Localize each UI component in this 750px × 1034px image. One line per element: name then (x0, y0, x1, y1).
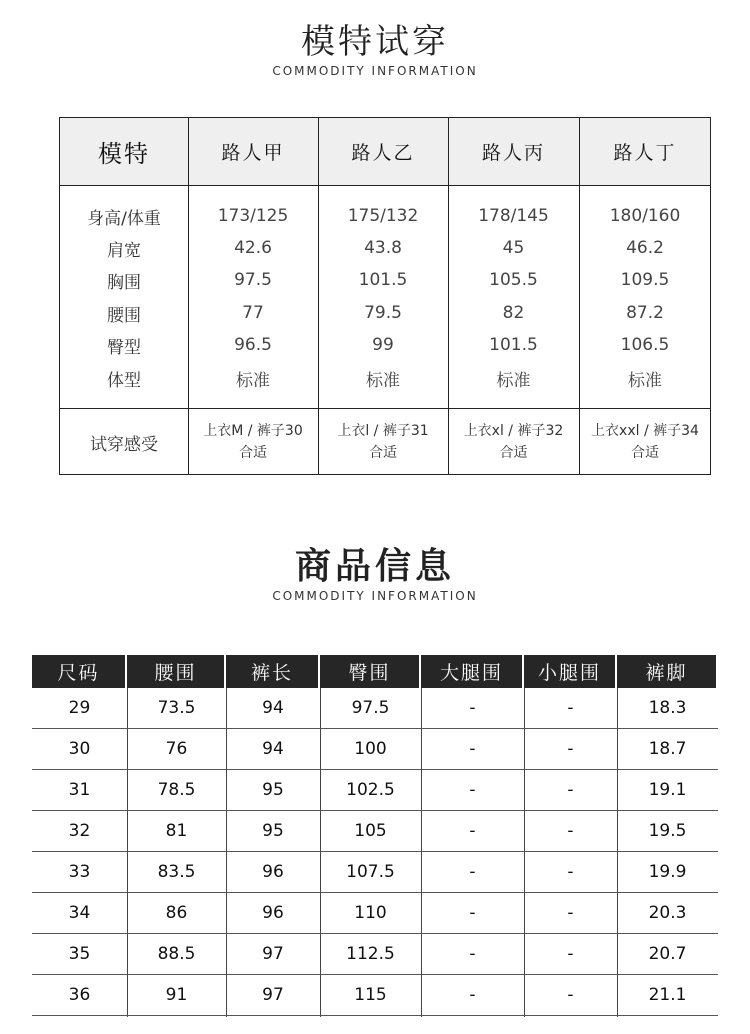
fit-label: 试穿感受 (90, 434, 158, 455)
size-value-cell: 33 (68, 862, 91, 882)
model-section-title: 模特试穿 (301, 22, 449, 62)
size-value-cell: 30 (68, 739, 91, 759)
size-value-cell: 18.3 (648, 698, 687, 718)
size-value-cell: - (469, 739, 476, 759)
size-value-cell: - (567, 944, 574, 964)
fit-cell (448, 409, 579, 475)
size-value-cell: - (567, 862, 574, 882)
size-value-cell: 105 (354, 821, 387, 841)
model-value-cell: 标准 (628, 370, 662, 391)
model-value-cell: 标准 (236, 370, 270, 391)
size-value-cell: - (469, 862, 476, 882)
size-value-cell: - (469, 698, 476, 718)
size-value-cell: 34 (68, 903, 91, 923)
size-header-cell: 大腿围 (421, 655, 524, 688)
model-header-cell: 路人甲 (221, 142, 285, 164)
fit-size: 上衣xl / 裤子32 (463, 423, 564, 439)
size-value-cell: 95 (262, 780, 284, 800)
size-value-cell: 29 (68, 698, 91, 718)
model-value-cell: 96.5 (234, 335, 272, 355)
size-value-cell: 19.5 (648, 821, 687, 841)
size-table-row (32, 852, 718, 893)
size-value-cell: - (567, 739, 574, 759)
size-table (32, 655, 718, 1017)
model-value-cell: 42.6 (234, 238, 272, 258)
model-value-cell: 173/125 (217, 206, 289, 226)
size-value-cell: 88.5 (157, 944, 196, 964)
size-value-cell: - (567, 698, 574, 718)
size-value-cell: 94 (262, 739, 284, 759)
product-section-subtitle: COMMODITY INFORMATION (272, 589, 478, 603)
model-fitting-table (59, 117, 711, 475)
fit-cell (579, 409, 711, 475)
size-header-cell: 裤脚 (617, 655, 718, 688)
size-value-cell: 83.5 (157, 862, 196, 882)
size-header-cell: 腰围 (127, 655, 226, 688)
model-row-label: 腰围 (107, 305, 141, 326)
size-table-row (32, 934, 718, 975)
size-header-cell: 尺码 (32, 655, 127, 688)
size-table-row (32, 975, 718, 1016)
size-table-row (32, 893, 718, 934)
fit-result: 合适 (239, 445, 267, 461)
size-value-cell: 20.7 (648, 944, 687, 964)
model-header-cell: 路人乙 (351, 142, 415, 164)
size-value-cell: - (567, 985, 574, 1005)
size-header-cell: 裤长 (226, 655, 320, 688)
fit-size: 上衣M / 裤子30 (203, 423, 303, 439)
size-value-cell: 100 (354, 739, 387, 759)
size-value-cell: 20.3 (648, 903, 687, 923)
model-row-label: 肩宽 (107, 240, 141, 261)
model-row-label: 体型 (107, 370, 141, 391)
model-value-cell: 77 (242, 303, 264, 323)
size-value-cell: 94 (262, 698, 284, 718)
model-value-cell: 109.5 (620, 270, 670, 290)
size-value-cell: - (567, 821, 574, 841)
model-value-cell: 178/145 (478, 206, 549, 226)
size-table-row (32, 811, 718, 852)
size-value-cell: 97 (262, 985, 284, 1005)
product-section-title: 商品信息 (294, 546, 455, 587)
size-value-cell: - (469, 985, 476, 1005)
size-value-cell: 96 (262, 903, 284, 923)
model-value-cell: 45 (502, 238, 525, 258)
size-value-cell: 31 (68, 780, 91, 800)
model-value-cell: 101.5 (489, 335, 538, 355)
model-value-cell: 79.5 (364, 303, 402, 323)
size-value-cell: 36 (68, 985, 91, 1005)
size-value-cell: 110 (354, 903, 387, 923)
model-value-cell: 标准 (366, 370, 400, 391)
size-value-cell: 19.1 (648, 780, 687, 800)
size-value-cell: 76 (165, 739, 188, 759)
fit-result: 合适 (499, 445, 528, 461)
model-value-cell: 标准 (496, 370, 531, 391)
size-value-cell: 35 (68, 944, 91, 964)
fit-cell (188, 409, 318, 475)
model-value-cell: 175/132 (347, 206, 419, 226)
size-value-cell: - (469, 903, 476, 923)
size-value-cell: - (567, 780, 574, 800)
size-value-cell: 97.5 (351, 698, 390, 718)
size-value-cell: 112.5 (346, 944, 395, 964)
model-value-cell: 87.2 (626, 303, 664, 323)
size-value-cell: - (469, 944, 476, 964)
model-row-label: 身高/体重 (87, 208, 161, 229)
size-value-cell: 95 (262, 821, 284, 841)
size-value-cell: 21.1 (648, 985, 687, 1005)
size-value-cell: 81 (165, 821, 188, 841)
size-table-row (32, 770, 718, 811)
size-header-cell: 小腿围 (524, 655, 617, 688)
size-table-row (32, 729, 718, 770)
size-value-cell: 73.5 (157, 698, 196, 718)
model-header-cell: 路人丁 (613, 142, 677, 164)
size-value-cell: 96 (262, 862, 284, 882)
size-value-cell: 107.5 (346, 862, 395, 882)
model-value-cell: 106.5 (620, 335, 670, 355)
fit-size: 上衣l / 裤子31 (337, 423, 429, 439)
model-value-cell: 82 (502, 303, 525, 323)
fit-result: 合适 (631, 445, 659, 461)
fit-cell (318, 409, 448, 475)
size-value-cell: - (469, 821, 476, 841)
size-value-cell: - (469, 780, 476, 800)
model-value-cell: 43.8 (364, 238, 402, 258)
model-header-cell: 路人丙 (481, 142, 545, 164)
model-header-cell: 模特 (98, 140, 150, 168)
size-value-cell: 78.5 (157, 780, 196, 800)
size-value-cell: 19.9 (648, 862, 687, 882)
size-value-cell: - (567, 903, 574, 923)
size-value-cell: 91 (165, 985, 188, 1005)
model-value-cell: 99 (372, 335, 394, 355)
model-row-label: 胸围 (107, 272, 141, 293)
model-value-cell: 46.2 (626, 238, 664, 258)
model-value-cell: 97.5 (234, 270, 272, 290)
size-value-cell: 97 (262, 944, 284, 964)
model-value-cell: 180/160 (609, 206, 681, 226)
fit-size: 上衣xxl / 裤子34 (591, 423, 699, 439)
size-value-cell: 86 (165, 903, 188, 923)
fit-result: 合适 (369, 445, 397, 461)
model-row-label: 臀型 (107, 337, 141, 358)
size-value-cell: 32 (68, 821, 91, 841)
size-value-cell: 102.5 (346, 780, 395, 800)
model-value-cell: 101.5 (358, 270, 408, 290)
size-value-cell: 115 (354, 985, 387, 1005)
size-value-cell: 18.7 (648, 739, 687, 759)
size-table-row (32, 688, 718, 729)
size-header-cell: 臀围 (320, 655, 421, 688)
model-value-cell: 105.5 (489, 270, 538, 290)
model-section-subtitle: COMMODITY INFORMATION (272, 64, 478, 78)
